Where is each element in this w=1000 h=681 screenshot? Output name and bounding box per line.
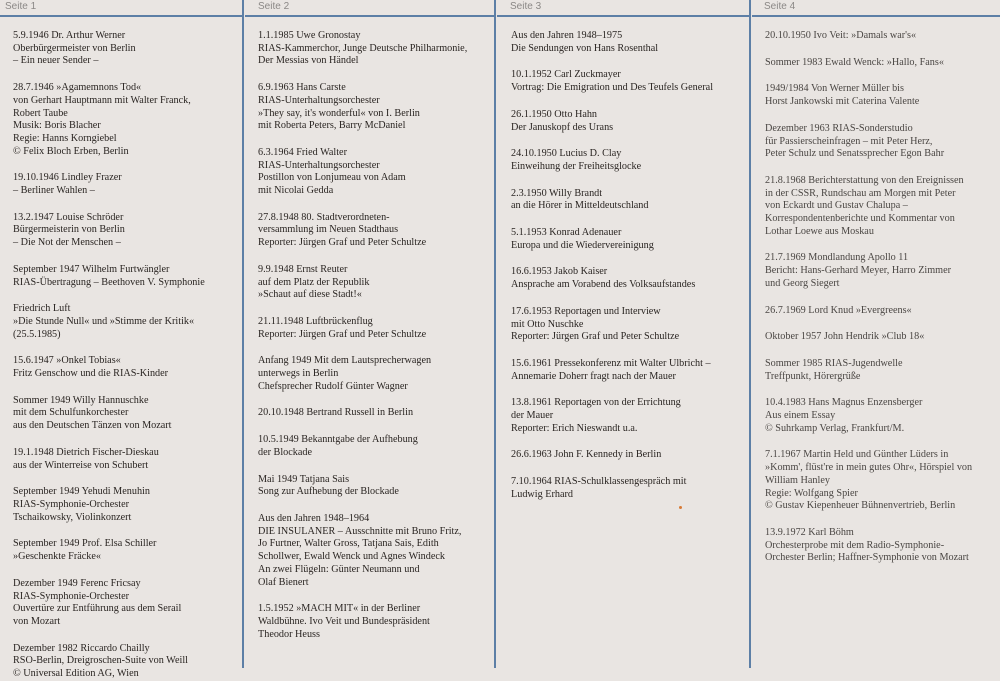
track-entry: 28.7.1946 »Agamemnons Tod« von Gerhart Hauptmann mit Walter Franck, Robert Taube Musik: Boris Blacher Regie: Hanns Korngiebel © Felix Bloch Erben, Berlin [13, 82, 191, 157]
track-entry: 7.10.1964 RIAS-Schulklassengespräch mit Ludwig Erhard [511, 476, 687, 500]
side-heading: Seite 1 [0, 0, 243, 17]
entry-list [249, 30, 490, 641]
track-entry: Aus den Jahren 1948–1964 DIE INSULANER – Ausschnitte mit Bruno Fritz, Jo Furtner, Walter Gross, Tatjana Sais, Edith Schollwer, Ewald Wenck und Agnes Windeck An zwei Flügeln: Günter Neumann und Olaf Bienert [258, 512, 462, 588]
track-entry: Aus den Jahren 1948–1975 Die Sendungen von Hans Rosenthal [511, 30, 659, 54]
entry-list [4, 30, 239, 681]
track-entry: 1949/1984 Von Werner Müller bis Horst Jankowski mit Caterina Valente [765, 83, 920, 108]
track-entry: 26.7.1969 Lord Knud »Evergreens« [765, 304, 912, 316]
track-entry: 16.6.1953 Jakob Kaiser Ansprache am Vorabend des Volksaufstandes [511, 266, 696, 291]
column-divider [749, 0, 751, 668]
track-entry: 17.6.1953 Reportagen und Interview mit Otto Nuschke Reporter: Jürgen Graf und Peter Schultze [511, 305, 680, 343]
track-entry: 10.5.1949 Bekanntgabe der Aufhebung der Blockade [258, 434, 418, 458]
track-entry: 26.1.1950 Otto Hahn Der Januskopf des Urans [511, 108, 614, 133]
track-entry: 13.2.1947 Louise Schröder Bürgermeisterin von Berlin – Die Not der Menschen – [13, 211, 125, 249]
track-entry: 13.9.1972 Karl Böhm Orchesterprobe mit dem Radio-Symphonie- Orchester Berlin; Haffner-Symphonie von Mozart [765, 526, 969, 564]
track-entry: 10.4.1983 Hans Magnus Enzensberger Aus einem Essay © Suhrkamp Verlag, Frankfurt/M. [765, 397, 923, 434]
track-entry: 24.10.1950 Lucius D. Clay Einweihung der Freiheitsglocke [511, 148, 642, 172]
track-entry: 10.1.1952 Carl Zuckmayer Vortrag: Die Emigration und Des Teufels General [511, 69, 714, 94]
side-heading: Seite 4 [752, 0, 1000, 17]
track-entry: Oktober 1957 John Hendrik »Club 18« [765, 331, 925, 343]
track-entry: 20.10.1950 Ivo Veit: »Damals war's« [765, 30, 917, 41]
track-entry: 9.9.1948 Ernst Reuter auf dem Platz der Republik »Schaut auf diese Stadt!« [258, 263, 370, 301]
track-entry: 13.8.1961 Reportagen von der Errichtung der Mauer Reporter: Erich Nieswandt u.a. [511, 397, 681, 434]
track-entry: 19.10.1946 Lindley Frazer – Berliner Wahlen – [13, 172, 122, 197]
track-entry: Sommer 1985 RIAS-Jugendwelle Treffpunkt, Hörergrüße [765, 357, 903, 382]
track-entry: 26.6.1963 John F. Kennedy in Berlin [511, 449, 662, 461]
track-entry: September 1949 Prof. Elsa Schiller »Geschenkte Fräcke« [13, 538, 157, 563]
track-entry: 6.3.1964 Fried Walter RIAS-Unterhaltungsorchester Postillon von Lonjumeau von Adam mit Nicolai Gedda [258, 146, 406, 197]
track-entry: Anfang 1949 Mit dem Lautsprecherwagen unterwegs in Berlin Chefsprecher Rudolf Günter Wagner [258, 355, 432, 392]
column-side-4 [752, 0, 1000, 679]
column-side-2 [245, 0, 494, 679]
entry-list [501, 30, 745, 502]
track-entry: 27.8.1948 80. Stadtverordneten- versammlung im Neuen Stadthaus Reporter: Jürgen Graf und Peter Schultze [258, 211, 427, 249]
track-entry: 15.6.1947 »Onkel Tobias« Fritz Genschow und die RIAS-Kinder [13, 355, 169, 380]
track-entry: 5.9.1946 Dr. Arthur Werner Oberbürgermeister von Berlin – Ein neuer Sender – [13, 30, 136, 67]
track-entry: 5.1.1953 Konrad Adenauer Europa und die Wiedervereinigung [511, 227, 654, 251]
track-entry: 2.3.1950 Willy Brandt an die Hörer in Mitteldeutschland [511, 187, 649, 212]
column-side-3 [497, 0, 749, 679]
track-entry: 21.7.1969 Mondlandung Apollo 11 Bericht: Hans-Gerhard Meyer, Harro Zimmer und Georg Siegert [765, 252, 952, 289]
track-entry: Sommer 1949 Willy Hannuschke mit dem Schulfunkorchester aus den Deutschen Tänzen von Mozart [13, 394, 172, 432]
side-heading: Seite 2 [245, 0, 494, 17]
track-entry: Dezember 1963 RIAS-Sonderstudio für Passierscheinfragen – mit Peter Herz, Peter Schulz und Senatssprecher Egon Bahr [765, 122, 945, 160]
track-entry: 7.1.1967 Martin Held und Günther Lüders in »Komm', flüst're in mein gutes Ohr«, Hörspiel von William Hanley Regie: Wolfgang Spier © Gustav Kiepenheuer Bühnenvertrieb, Berlin [765, 449, 973, 512]
track-entry: Friedrich Luft »Die Stunde Null« und »Stimme der Kritik« (25.5.1985) [13, 303, 195, 340]
track-entry: 20.10.1948 Bertrand Russell in Berlin [258, 407, 414, 419]
track-entry: 21.11.1948 Luftbrückenflug Reporter: Jürgen Graf und Peter Schultze [258, 315, 427, 340]
track-entry: 1.1.1985 Uwe Gronostay RIAS-Kammerchor, Junge Deutsche Philharmonie, Der Messias von Händel [258, 30, 468, 67]
track-entry: Dezember 1949 Ferenc Fricsay RIAS-Symphonie-Orchester Ouvertüre zur Entführung aus dem Serail von Mozart [13, 577, 182, 627]
track-entry: September 1947 Wilhelm Furtwängler RIAS-Übertragung – Beethoven V. Symphonie [13, 263, 205, 288]
track-entry: Sommer 1983 Ewald Wenck: »Hallo, Fans« [765, 56, 944, 68]
paper-speck [679, 506, 682, 509]
side-heading: Seite 3 [497, 0, 749, 17]
track-entry: 1.5.1952 »MACH MIT« in der Berliner Waldbühne. Ivo Veit und Bundespräsident Theodor Heuss [258, 603, 430, 640]
track-entry: 19.1.1948 Dietrich Fischer-Dieskau aus der Winterreise von Schubert [13, 446, 159, 471]
track-entry: 21.8.1968 Berichterstattung von den Ereignissen in der CSSR, Rundschau am Morgen mit Peter von Eckardt und Gustav Chalupa – Korrespondentenberichte und Kommentar von Lothar Loewe aus Moskau [765, 174, 964, 237]
track-entry: 15.6.1961 Pressekonferenz mit Walter Ulbricht – Annemarie Doherr fragt nach der Mauer [511, 357, 711, 382]
entry-list [756, 30, 996, 565]
track-entry: 6.9.1963 Hans Carste RIAS-Unterhaltungsorchester »They say, it's wonderful« von I. Berlin mit Roberta Peters, Barry McDaniel [258, 82, 420, 132]
track-entry: Mai 1949 Tatjana Sais Song zur Aufhebung der Blockade [258, 473, 399, 498]
track-entry: September 1949 Yehudi Menuhin RIAS-Symphonie-Orchester Tschaikowsky, Violinkonzert [13, 486, 150, 523]
column-divider [494, 0, 496, 668]
column-side-1 [0, 0, 243, 679]
track-entry: Dezember 1982 Riccardo Chailly RSO-Berlin, Dreigroschen-Suite von Weill © Universal Edition AG, Wien [13, 642, 188, 680]
